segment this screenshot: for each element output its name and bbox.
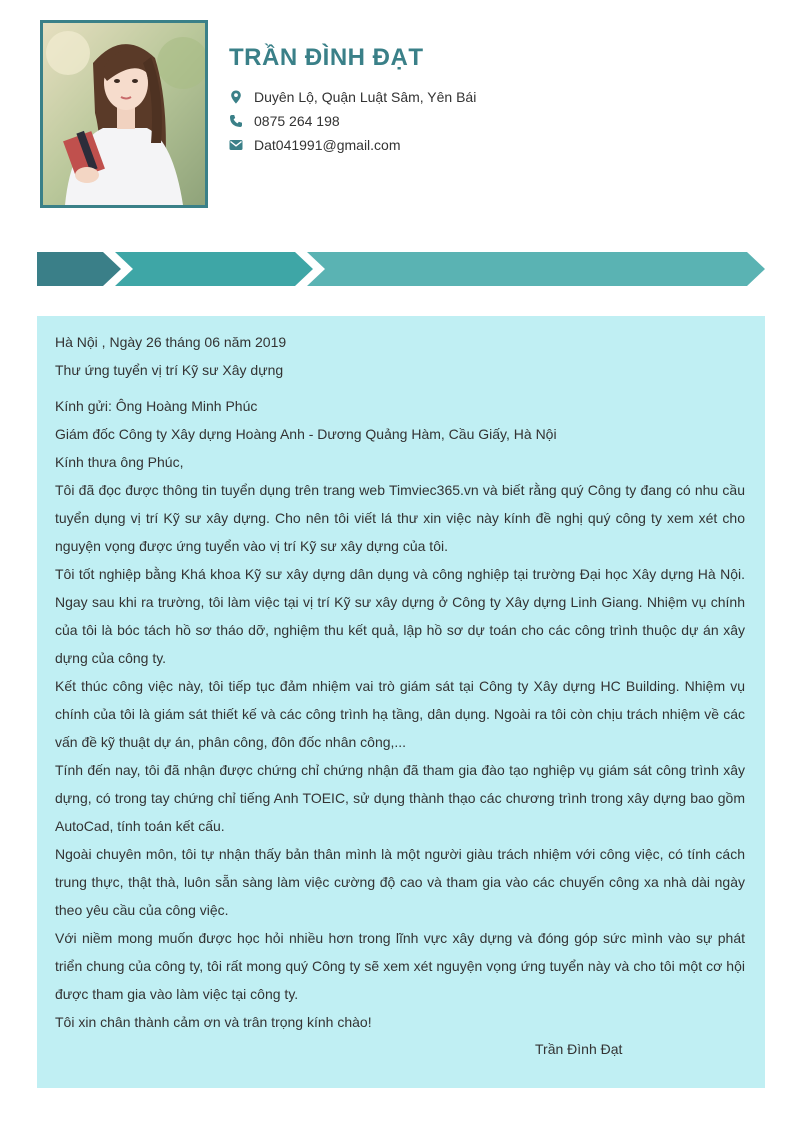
letter-date: Hà Nội , Ngày 26 tháng 06 năm 2019 [55,334,287,350]
letter-paragraph: Kính gửi: Ông Hoàng Minh Phúc [55,398,258,414]
letter-paragraph: Ngoài chuyên môn, tôi tự nhận thấy bản thân mình là một người giàu trách nhiệm với công việc, có tính cách trung thực, thật thà, luôn sẵn sàng làm việc cường độ cao và tham gia vào các chuyến công xa nhà dài ngày theo yêu cầu của công việc. [55,846,745,918]
address-row [228,85,476,109]
banner-segment-light [307,252,765,286]
banner-segment-mid [115,252,313,286]
letter-paragraph: Kính thưa ông Phúc, [55,454,184,470]
map-marker-icon [228,89,244,105]
chevron-banner [37,252,765,286]
phone-text: 0875 264 198 [254,113,340,129]
cover-letter [37,316,765,1088]
letter-paragraph: Tôi đã đọc được thông tin tuyển dụng trên trang web Timviec365.vn và biết rằng quý Công ty đang có nhu cầu tuyển dụng vị trí Kỹ sư xây dựng. Cho nên tôi viết lá thư xin việc này kính đề nghị quý công ty xem xét cho nguyện vọng được ứng tuyển vào vị trí Kỹ sư xây dựng của tôi. [55,482,745,554]
letter-subject: Thư ứng tuyển vị trí Kỹ sư Xây dựng [55,362,284,378]
letter-paragraph: Kết thúc công việc này, tôi tiếp tục đảm nhiệm vai trò giám sát tại Công ty Xây dựng HC Building. Nhiệm vụ chính của tôi là giám sát thiết kế và các công trình hạ tầng, dân dụng. Ngoài ra tôi còn chịu trách nhiệm về các vấn đề kỹ thuật dự án, phân công, đôn đốc nhân công,... [55,678,745,750]
contact-info [228,85,476,157]
letter-paragraph: Tôi tốt nghiệp bằng Khá khoa Kỹ sư xây dựng dân dụng và công nghiệp tại trường Đại học Xây dựng Hà Nội. Ngay sau khi ra trường, tôi làm việc tại vị trí Kỹ sư xây dựng ở Công ty Xây dựng Linh Giang. Nhiệm vụ chính của tôi là bóc tách hồ sơ tháo dỡ, nghiệm thu kết quả, lập hồ sơ dự toán cho các công trình thuộc dự án xây dựng của công ty. [55,566,745,666]
address-text: Duyên Lộ, Quận Luật Sâm, Yên Bái [254,89,477,105]
letter-paragraph: Tôi xin chân thành cảm ơn và trân trọng kính chào! [55,1014,372,1030]
envelope-icon [228,137,244,153]
banner-segment-dark [37,252,121,286]
email-row [228,133,476,157]
letter-signature: Trần Đình Đạt [535,1041,623,1057]
phone-row [228,109,476,133]
candidate-name: TRẦN ĐÌNH ĐẠT [229,44,424,71]
profile-photo [40,20,208,208]
letter-paragraph: Tính đến nay, tôi đã nhận được chứng chỉ chứng nhận đã tham gia đào tạo nghiệp vụ giám sát công trình xây dựng, có trong tay chứng chỉ tiếng Anh TOEIC, sử dụng thành thạo các chương trình trong xây dựng bao gồm AutoCad, tính toán kết cấu. [55,762,745,834]
phone-icon [228,113,244,129]
email-text: Dat041991@gmail.com [254,137,401,153]
letter-paragraph: Với niềm mong muốn được học hỏi nhiều hơn trong lĩnh vực xây dựng và đóng góp sức mình vào sự phát triển chung của công ty, tôi rất mong quý Công ty sẽ xem xét nguyện vọng ứng tuyển này và cho tôi một cơ hội được tham gia vào làm việc tại công ty. [55,930,745,1002]
letter-paragraph: Giám đốc Công ty Xây dựng Hoàng Anh - Dương Quảng Hàm, Cầu Giấy, Hà Nội [55,426,557,442]
